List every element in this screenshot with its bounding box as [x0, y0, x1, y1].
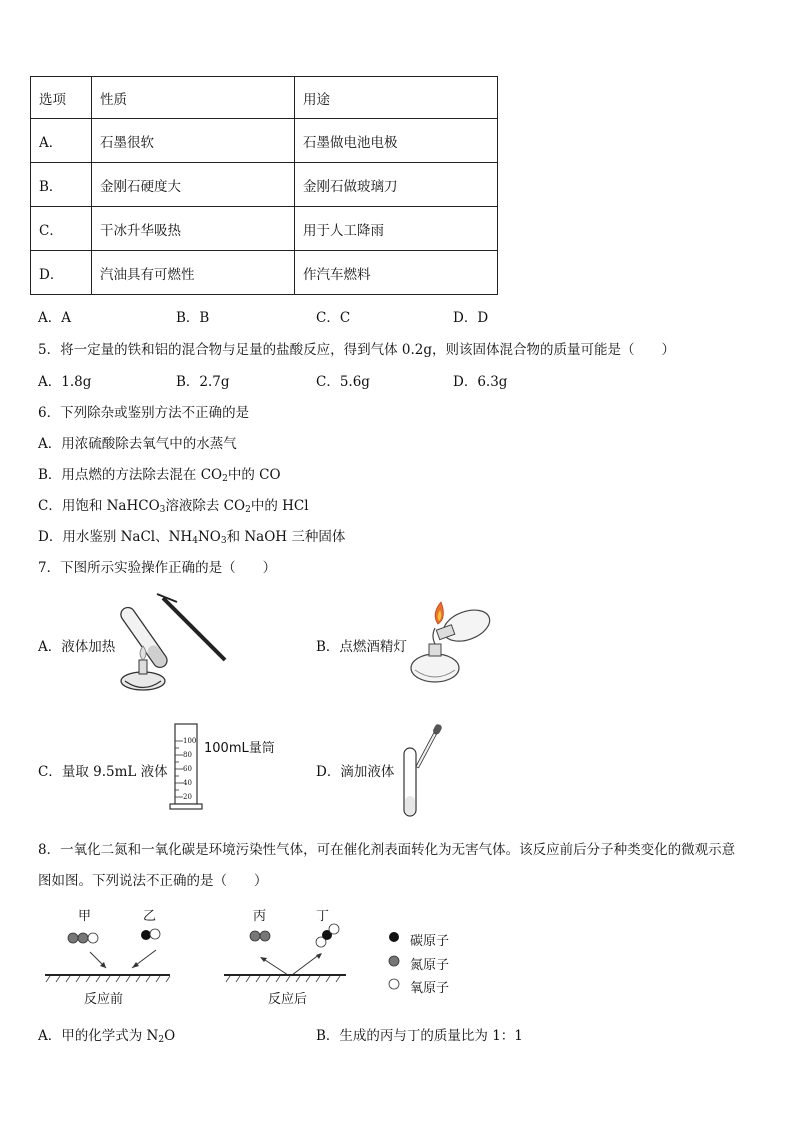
q6-b-text: B．用点燃的方法除去混在 CO — [38, 467, 223, 483]
q6-c-text: C．用饱和 NaHCO — [38, 498, 160, 514]
property-use-table — [30, 76, 498, 295]
q6-d-text: D．用水鉴别 NaCl、NH — [38, 529, 193, 545]
q4-option-c[interactable]: C．C — [316, 310, 351, 326]
q5-option-a[interactable]: A．1.8g — [38, 374, 92, 390]
label-before: 反应前 — [84, 992, 124, 1007]
cylinder-tick-label: 20 — [183, 793, 192, 801]
subscript: 4 — [192, 536, 198, 546]
q7-option-d[interactable]: D．滴加液体 — [316, 764, 395, 780]
nitrogen-atom — [78, 933, 88, 943]
q6-d-text: 和 NaOH 三种固体 — [226, 529, 346, 545]
oxygen-atom — [389, 979, 399, 989]
carbon-atom — [389, 932, 399, 942]
table-cell: 金刚石硬度大 — [92, 163, 295, 207]
carbon-atom — [141, 930, 151, 940]
table-row — [31, 119, 498, 163]
label-yi: 乙 — [143, 909, 157, 924]
q8-a-text: A．甲的化学式为 N — [38, 1028, 159, 1044]
q8-stem-line2: 图如图。下列说法不正确的是（ ） — [38, 873, 268, 889]
legend-oxygen: 氧原子 — [410, 981, 450, 996]
nitrogen-atom — [68, 933, 78, 943]
table-cell: 用于人工降雨 — [295, 207, 498, 251]
oxygen-atom — [88, 933, 98, 943]
q6-c-text: 中的 HCl — [250, 498, 309, 514]
q8-stem-line1: 8．一氧化二氮和一氧化碳是环境污染性气体，可在催化剂表面转化为无害气体。该反应前后分子种类变化的微观示意 — [38, 842, 736, 858]
q7-stem: 7．下图所示实验操作正确的是（ ） — [38, 560, 277, 576]
q6-option-d[interactable] — [38, 525, 345, 546]
q6-b-text: 中的 CO — [227, 467, 281, 483]
table-cell: B． — [31, 163, 92, 207]
nitrogen-atom — [250, 931, 260, 941]
dropper-test-tube-illustration — [398, 718, 448, 820]
atom-legend-markers — [388, 931, 402, 991]
q7-option-a[interactable]: A．液体加热 — [38, 639, 116, 655]
subscript: 2 — [222, 474, 228, 484]
q5-option-c[interactable]: C．5.6g — [316, 374, 370, 390]
q8-option-a[interactable] — [38, 1024, 175, 1045]
cylinder-label: 100mL量筒 — [204, 741, 275, 756]
subscript: 2 — [158, 1035, 165, 1045]
table-header-cell: 选项 — [31, 77, 92, 119]
cylinder-tick-label: 40 — [183, 779, 192, 787]
liquid-heating-illustration — [115, 588, 230, 698]
q8-option-b[interactable]: B．生成的丙与丁的质量比为 1：1 — [316, 1028, 523, 1044]
cylinder-tick-label: 60 — [183, 765, 192, 773]
q6-option-b[interactable] — [38, 463, 281, 484]
table-cell: 干冰升华吸热 — [92, 207, 295, 251]
cylinder-tick-label: 100 — [183, 737, 197, 745]
q7-option-b[interactable]: B．点燃酒精灯 — [316, 639, 407, 655]
q4-option-b[interactable]: B．B — [176, 310, 210, 326]
table-header-cell: 性质 — [92, 77, 295, 119]
subscript: 3 — [220, 536, 227, 546]
label-bing: 丙 — [253, 909, 267, 924]
subscript: 2 — [245, 505, 251, 515]
oxygen-atom — [329, 924, 339, 934]
table-cell: 作汽车燃料 — [295, 251, 498, 295]
oxygen-atom — [150, 929, 160, 939]
label-jia: 甲 — [78, 909, 92, 924]
q6-d-text: NO — [197, 529, 221, 545]
table-cell: A． — [31, 119, 92, 163]
label-ding: 丁 — [316, 909, 330, 924]
nitrogen-atom — [260, 931, 270, 941]
table-header-cell: 用途 — [295, 77, 498, 119]
subscript: 3 — [159, 505, 166, 515]
q4-option-a[interactable]: A．A — [38, 310, 71, 326]
alcohol-lamp-lighting-illustration — [405, 598, 495, 690]
q8-a-text: O — [164, 1028, 176, 1044]
reaction-micro-diagram — [40, 922, 340, 992]
table-cell: 金刚石做玻璃刀 — [295, 163, 498, 207]
table-cell: C． — [31, 207, 92, 251]
q5-option-d[interactable]: D．6.3g — [453, 374, 508, 390]
table-row — [31, 207, 498, 251]
table-header-row — [31, 77, 498, 119]
table-cell: D． — [31, 251, 92, 295]
table-cell: 石墨很软 — [92, 119, 295, 163]
q5-option-b[interactable]: B．2.7g — [176, 374, 230, 390]
table-row — [31, 251, 498, 295]
q6-stem: 6．下列除杂或鉴别方法不正确的是 — [38, 405, 250, 421]
table-cell: 石墨做电池电极 — [295, 119, 498, 163]
table-cell: 汽油具有可燃性 — [92, 251, 295, 295]
label-after: 反应后 — [268, 992, 308, 1007]
cylinder-tick-label: 80 — [183, 751, 192, 759]
q6-c-text: 溶液除去 CO — [165, 498, 246, 514]
q6-option-a[interactable]: A．用浓硫酸除去氧气中的水蒸气 — [38, 436, 237, 452]
q5-stem: 5．将一定量的铁和铝的混合物与足量的盐酸反应，得到气体 0.2g，则该固体混合物的质量可能是（ ） — [38, 342, 675, 358]
table-row — [31, 163, 498, 207]
legend-carbon: 碳原子 — [410, 934, 450, 949]
q7-option-c[interactable]: C．量取 9.5mL 液体 — [38, 764, 168, 780]
q6-option-c[interactable] — [38, 494, 309, 515]
nitrogen-atom — [389, 956, 399, 966]
q4-option-d[interactable]: D．D — [453, 310, 489, 326]
legend-nitrogen: 氮原子 — [410, 958, 450, 973]
